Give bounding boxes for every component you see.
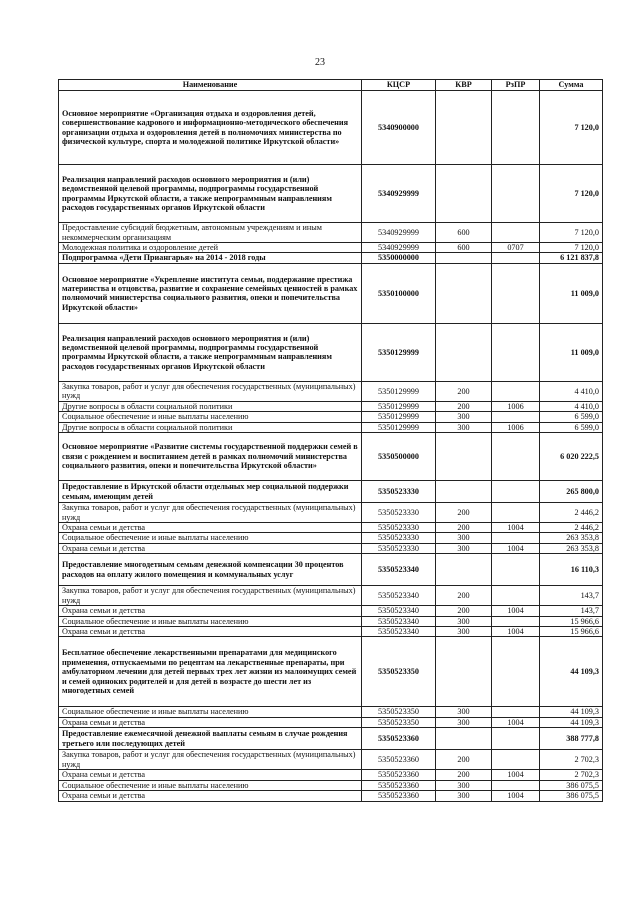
table-row: [59, 91, 603, 165]
table-row: [59, 433, 603, 481]
cell-sum: 44 109,3: [540, 707, 603, 717]
table-row: [59, 770, 603, 780]
cell-sum: 6 121 837,8: [540, 253, 603, 263]
cell-rzpr: 1004: [492, 770, 540, 780]
cell-kcsr: 5340900000: [362, 91, 436, 165]
cell-kvr: [436, 165, 492, 223]
cell-rzpr: [492, 263, 540, 323]
cell-rzpr: [492, 707, 540, 717]
cell-rzpr: [492, 533, 540, 543]
cell-kcsr: 5350129999: [362, 323, 436, 381]
cell-kcsr: 5350000000: [362, 253, 436, 263]
cell-name: Закупка товаров, работ и услуг для обеспечения государственных (муниципальных) нужд: [59, 503, 362, 523]
cell-rzpr: [492, 223, 540, 243]
cell-rzpr: [492, 412, 540, 422]
cell-kcsr: 5350523360: [362, 770, 436, 780]
cell-name: Закупка товаров, работ и услуг для обеспечения государственных (муниципальных) нужд: [59, 750, 362, 770]
table-row: [59, 401, 603, 411]
header-rzpr: РзПР: [492, 80, 540, 91]
cell-name: Социальное обеспечение и иные выплаты населению: [59, 707, 362, 717]
cell-rzpr: [492, 253, 540, 263]
cell-name: Предоставление ежемесячной денежной выплаты семьям в случае рождения третьего или последующих детей: [59, 728, 362, 750]
cell-kvr: 300: [436, 543, 492, 553]
cell-sum: 2 446,2: [540, 503, 603, 523]
cell-sum: 2 702,3: [540, 750, 603, 770]
cell-sum: 7 120,0: [540, 91, 603, 165]
cell-sum: 7 120,0: [540, 223, 603, 243]
cell-kvr: [436, 481, 492, 503]
cell-name: Социальное обеспечение и иные выплаты населению: [59, 412, 362, 422]
cell-kvr: 200: [436, 503, 492, 523]
cell-rzpr: 1004: [492, 627, 540, 637]
cell-kcsr: 5350129999: [362, 412, 436, 422]
cell-rzpr: [492, 381, 540, 401]
cell-kvr: 300: [436, 780, 492, 790]
cell-kcsr: 5350523340: [362, 554, 436, 586]
cell-kcsr: 5350523340: [362, 616, 436, 626]
cell-rzpr: [492, 586, 540, 606]
cell-name: Основное мероприятие «Развитие системы государственной поддержки семей в связи с рождением и воспитанием детей в рамках полномочий министерства социального развития, опеки и попечительства Иркутской области»: [59, 433, 362, 481]
cell-kvr: [436, 728, 492, 750]
table-row: [59, 481, 603, 503]
cell-kcsr: 5350523330: [362, 481, 436, 503]
cell-rzpr: 1004: [492, 717, 540, 727]
table-row: [59, 263, 603, 323]
cell-name: Подпрограмма «Дети Приангарья» на 2014 - 2018 годы: [59, 253, 362, 263]
cell-name: Охрана семьи и детства: [59, 543, 362, 553]
cell-sum: 6 599,0: [540, 422, 603, 432]
cell-sum: 386 075,5: [540, 780, 603, 790]
cell-kcsr: 5340929999: [362, 243, 436, 253]
cell-kcsr: 5350523330: [362, 503, 436, 523]
cell-sum: 143,7: [540, 606, 603, 616]
header-sum: Сумма: [540, 80, 603, 91]
cell-sum: 16 110,3: [540, 554, 603, 586]
cell-kcsr: 5350523360: [362, 780, 436, 790]
cell-kvr: 200: [436, 770, 492, 780]
budget-table: [58, 79, 603, 802]
cell-kvr: 200: [436, 523, 492, 533]
cell-kcsr: 5350523340: [362, 627, 436, 637]
cell-name: Охрана семьи и детства: [59, 770, 362, 780]
page-number: 23: [315, 57, 325, 68]
cell-sum: 388 777,8: [540, 728, 603, 750]
cell-sum: 15 966,6: [540, 627, 603, 637]
cell-kvr: 200: [436, 586, 492, 606]
cell-kvr: 300: [436, 717, 492, 727]
cell-kcsr: 5350100000: [362, 263, 436, 323]
table-row: [59, 223, 603, 243]
table-row: [59, 780, 603, 790]
cell-name: Другие вопросы в области социальной политики: [59, 401, 362, 411]
cell-name: Закупка товаров, работ и услуг для обеспечения государственных (муниципальных) нужд: [59, 586, 362, 606]
cell-rzpr: [492, 728, 540, 750]
cell-kcsr: 5350523350: [362, 717, 436, 727]
cell-kvr: 300: [436, 533, 492, 543]
table-row: [59, 323, 603, 381]
cell-sum: 11 009,0: [540, 323, 603, 381]
cell-name: Реализация направлений расходов основного мероприятия и (или) ведомственной целевой программы, подпрограммы государственной программы Иркутской области, а также непрограммным направлениям расходов государственных органов Иркутской области: [59, 323, 362, 381]
cell-sum: 2 702,3: [540, 770, 603, 780]
cell-rzpr: 1006: [492, 422, 540, 432]
cell-name: Закупка товаров, работ и услуг для обеспечения государственных (муниципальных) нужд: [59, 381, 362, 401]
table-row: [59, 243, 603, 253]
cell-sum: 11 009,0: [540, 263, 603, 323]
cell-kvr: [436, 253, 492, 263]
header-name: Наименование: [59, 80, 362, 91]
cell-kvr: 200: [436, 750, 492, 770]
cell-kvr: [436, 637, 492, 707]
cell-rzpr: 1004: [492, 543, 540, 553]
cell-rzpr: [492, 616, 540, 626]
table-row: [59, 717, 603, 727]
cell-name: Охрана семьи и детства: [59, 717, 362, 727]
cell-sum: 7 120,0: [540, 243, 603, 253]
cell-kcsr: 5350523360: [362, 750, 436, 770]
cell-rzpr: [492, 554, 540, 586]
cell-kcsr: 5350523330: [362, 533, 436, 543]
cell-kcsr: 5350523340: [362, 586, 436, 606]
table-row: [59, 707, 603, 717]
cell-sum: 4 410,0: [540, 401, 603, 411]
table-row: [59, 586, 603, 606]
cell-kvr: 300: [436, 707, 492, 717]
cell-name: Основное мероприятие «Организация отдыха и оздоровления детей, совершенствование кадрового и информационно-методического обеспечения организации отдыха и оздоровления детей в полномочиях министерства по физической культуре, спорта и молодежной политике Иркутской области»: [59, 91, 362, 165]
table-row: [59, 728, 603, 750]
table-row: [59, 606, 603, 616]
cell-sum: 7 120,0: [540, 165, 603, 223]
cell-kcsr: 5350129999: [362, 381, 436, 401]
cell-kvr: 600: [436, 243, 492, 253]
cell-name: Предоставление субсидий бюджетным, автономным учреждениям и иным некоммерческим организациям: [59, 223, 362, 243]
cell-name: Другие вопросы в области социальной политики: [59, 422, 362, 432]
cell-kvr: 600: [436, 223, 492, 243]
table-row: [59, 422, 603, 432]
header-kvr: КВР: [436, 80, 492, 91]
cell-name: Предоставление в Иркутской области отдельных мер социальной поддержки семьям, имеющим детей: [59, 481, 362, 503]
table-row: [59, 543, 603, 553]
cell-rzpr: 1004: [492, 523, 540, 533]
cell-sum: 44 109,3: [540, 717, 603, 727]
cell-kcsr: 5350523350: [362, 637, 436, 707]
cell-kvr: 300: [436, 627, 492, 637]
cell-kvr: 200: [436, 606, 492, 616]
cell-name: Основное мероприятие «Укрепление института семьи, поддержание престижа материнства и отцовства, развитие и сохранение семейных ценностей в рамках полномочий министерства социального развития, опеки и попечительства Иркутской области»: [59, 263, 362, 323]
cell-kcsr: 5350523360: [362, 728, 436, 750]
table-row: [59, 616, 603, 626]
cell-kcsr: 5350523330: [362, 523, 436, 533]
cell-sum: 2 446,2: [540, 523, 603, 533]
cell-sum: 143,7: [540, 586, 603, 606]
cell-kcsr: 5350523360: [362, 791, 436, 801]
cell-kcsr: 5350129999: [362, 401, 436, 411]
cell-kcsr: 5340929999: [362, 223, 436, 243]
cell-sum: 265 800,0: [540, 481, 603, 503]
cell-sum: 386 075,5: [540, 791, 603, 801]
cell-rzpr: [492, 323, 540, 381]
table-row: [59, 627, 603, 637]
cell-sum: 6 599,0: [540, 412, 603, 422]
cell-rzpr: 1006: [492, 401, 540, 411]
cell-kcsr: 5340929999: [362, 165, 436, 223]
cell-kvr: 300: [436, 791, 492, 801]
cell-kcsr: 5350523350: [362, 707, 436, 717]
cell-kvr: 200: [436, 401, 492, 411]
cell-kvr: 300: [436, 616, 492, 626]
table-row: [59, 503, 603, 523]
cell-name: Реализация направлений расходов основного мероприятия и (или) ведомственной целевой программы, подпрограммы государственной программы Иркутской области, а также непрограммным направлениям расходов государственных органов Иркутской области: [59, 165, 362, 223]
cell-kvr: [436, 263, 492, 323]
cell-kvr: [436, 323, 492, 381]
cell-name: Охрана семьи и детства: [59, 627, 362, 637]
cell-name: Предоставление многодетным семьям денежной компенсации 30 процентов расходов на оплату жилого помещения и коммунальных услуг: [59, 554, 362, 586]
table-row: [59, 791, 603, 801]
table-header-row: [59, 80, 603, 91]
cell-rzpr: [492, 780, 540, 790]
cell-name: Охрана семьи и детства: [59, 523, 362, 533]
cell-rzpr: 1004: [492, 606, 540, 616]
cell-rzpr: [492, 750, 540, 770]
cell-kvr: [436, 433, 492, 481]
table-row: [59, 381, 603, 401]
cell-rzpr: 1004: [492, 791, 540, 801]
cell-sum: 44 109,3: [540, 637, 603, 707]
cell-kvr: [436, 91, 492, 165]
cell-rzpr: [492, 91, 540, 165]
table-row: [59, 412, 603, 422]
cell-sum: 263 353,8: [540, 533, 603, 543]
cell-kcsr: 5350129999: [362, 422, 436, 432]
header-kcsr: КЦСР: [362, 80, 436, 91]
cell-kcsr: 5350523330: [362, 543, 436, 553]
table-row: [59, 523, 603, 533]
cell-name: Социальное обеспечение и иные выплаты населению: [59, 533, 362, 543]
cell-kvr: 200: [436, 381, 492, 401]
cell-kvr: 300: [436, 412, 492, 422]
cell-rzpr: 0707: [492, 243, 540, 253]
table-row: [59, 165, 603, 223]
table-row: [59, 554, 603, 586]
cell-sum: 4 410,0: [540, 381, 603, 401]
cell-name: Социальное обеспечение и иные выплаты населению: [59, 780, 362, 790]
table-row: [59, 253, 603, 263]
cell-name: Охрана семьи и детства: [59, 606, 362, 616]
cell-rzpr: [492, 165, 540, 223]
cell-rzpr: [492, 433, 540, 481]
table-row: [59, 533, 603, 543]
cell-kvr: [436, 554, 492, 586]
cell-name: Бесплатное обеспечение лекарственными препаратами для медицинского применения, отпускаемыми по рецептам на лекарственные препараты, при амбулаторном лечении для детей первых трех лет жизни из малоимущих семей и семей одиноких родителей и для детей в возрасте до шести лет из многодетных семей: [59, 637, 362, 707]
cell-sum: 263 353,8: [540, 543, 603, 553]
cell-name: Охрана семьи и детства: [59, 791, 362, 801]
table-row: [59, 750, 603, 770]
cell-kcsr: 5350523340: [362, 606, 436, 616]
cell-rzpr: [492, 637, 540, 707]
table-row: [59, 637, 603, 707]
cell-name: Молодежная политика и оздоровление детей: [59, 243, 362, 253]
cell-sum: 15 966,6: [540, 616, 603, 626]
cell-rzpr: [492, 503, 540, 523]
cell-kvr: 300: [436, 422, 492, 432]
cell-kcsr: 5350500000: [362, 433, 436, 481]
cell-sum: 6 020 222,5: [540, 433, 603, 481]
cell-name: Социальное обеспечение и иные выплаты населению: [59, 616, 362, 626]
cell-rzpr: [492, 481, 540, 503]
